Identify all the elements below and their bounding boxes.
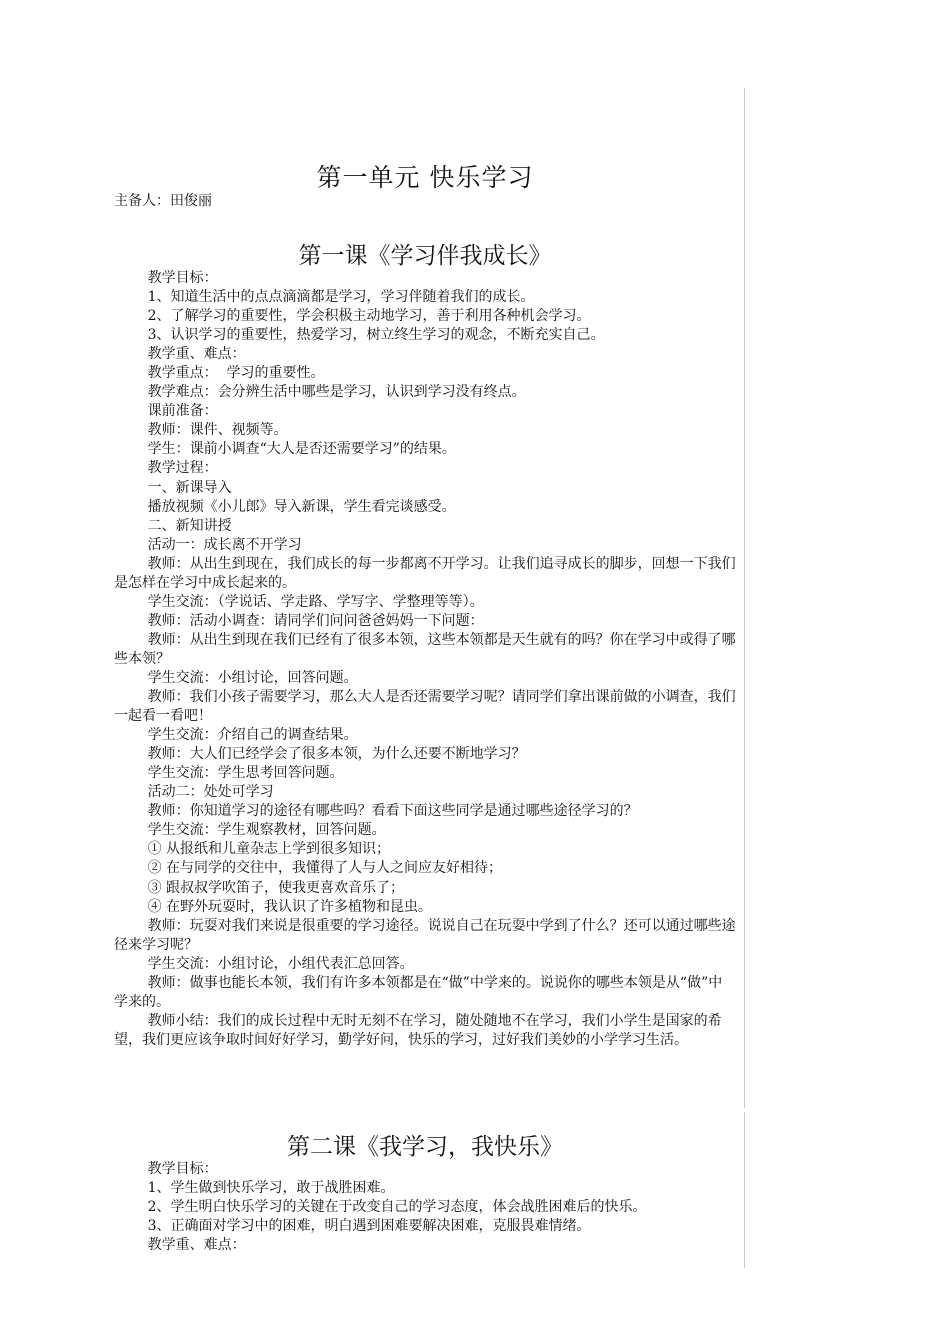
paragraph: 2、学生明白快乐学习的关键在于改变自己的学习态度，体会战胜困难后的快乐。 <box>147 1199 647 1216</box>
paragraph: 学生交流：小组讨论，小组代表汇总回答。 <box>147 955 414 972</box>
paragraph: 教学重、难点： <box>147 1237 246 1254</box>
paragraph: 1、学生做到快乐学习，敢于战胜困难。 <box>147 1180 395 1197</box>
paragraph: 1、知道生活中的点点滴滴都是学习，学习伴随着我们的成长。 <box>147 289 535 306</box>
paragraph: 教学重、难点： <box>147 346 246 363</box>
paragraph: 教师：你知道学习的途径有哪些吗？看看下面这些同学是通过哪些途径学习的？ <box>147 803 638 820</box>
paragraph: 2、了解学习的重要性，学会积极主动地学习，善于利用各种机会学习。 <box>147 308 591 325</box>
paragraph: 教师：玩耍对我们来说是很重要的学习途径。说说自己在玩耍中学到了什么？还可以通过哪些途径来学习呢？ <box>114 917 736 953</box>
paragraph: 教学重点： 学习的重要性。 <box>147 365 325 382</box>
paragraph: 学生交流：学生观察教材，回答问题。 <box>147 822 386 839</box>
paragraph: 学生交流：小组讨论，回答问题。 <box>147 669 358 686</box>
author-line: 主备人：田俊丽 <box>114 193 212 209</box>
paragraph: 教学难点：会分辨生活中哪些是学习，认识到学习没有终点。 <box>147 384 526 401</box>
paragraph: 教师：课件、视频等。 <box>147 422 288 439</box>
paragraph: 教师：我们小孩子需要学习，那么大人是否还需要学习呢？请同学们拿出课前做的小调查，我们一起看一看吧！ <box>114 689 736 725</box>
paragraph: 3、正确面对学习中的困难，明白遇到困难要解决困难，克服畏难情绪。 <box>147 1218 591 1235</box>
paragraph: 教师：从出生到现在我们已经有了很多本领，这些本领都是天生就有的吗？你在学习中或得了哪些本领？ <box>114 631 736 667</box>
paragraph: 活动一：成长离不开学习 <box>147 536 302 553</box>
paragraph: 学生交流：（学说话、学走路、学写字、学整理等等）。 <box>147 593 484 610</box>
paragraph: 教学过程： <box>147 460 218 477</box>
paragraph: ① 从报纸和儿童杂志上学到很多知识； <box>147 841 391 858</box>
paragraph: 学生交流：学生思考回答问题。 <box>147 765 344 782</box>
paragraph: 教师：从出生到现在，我们成长的每一步都离不开学习。让我们追寻成长的脚步，回想一下我们是怎样在学习中成长起来的。 <box>114 555 736 591</box>
paragraph: 3、认识学习的重要性，热爱学习，树立终生学习的观念，不断充实自己。 <box>147 327 605 344</box>
lesson-2-title: 第二课《我学习，我快乐》 <box>287 1134 563 1160</box>
paragraph: 学生交流：介绍自己的调查结果。 <box>147 727 358 744</box>
lesson-2-body <box>114 1160 736 1255</box>
paragraph: 播放视频《小儿郎》导入新课，学生看完谈感受。 <box>147 498 456 515</box>
paragraph: 学生：课前小调查“大人是否还需要学习”的结果。 <box>147 441 456 458</box>
lesson-1-body <box>114 269 736 1050</box>
paragraph: 教学目标： <box>147 1161 218 1177</box>
paragraph: ③ 跟叔叔学吹笛子，使我更喜欢音乐了； <box>147 879 405 896</box>
paragraph: 教学目标： <box>147 270 218 286</box>
paragraph: 二、新知讲授 <box>147 517 232 534</box>
paragraph: ② 在与同学的交往中，我懂得了人与人之间应友好相待； <box>147 860 503 877</box>
paragraph: 活动二：处处可学习 <box>147 784 274 801</box>
lesson-1-title: 第一课《学习伴我成长》 <box>298 243 552 269</box>
paragraph: 一、新课导入 <box>147 479 232 496</box>
paragraph: 教师：活动小调查：请同学们问问爸爸妈妈一下问题： <box>147 612 484 629</box>
paragraph: 教师：大人们已经学会了很多本领，为什么还要不断地学习？ <box>147 746 526 763</box>
unit-title: 第一单元 快乐学习 <box>316 163 534 192</box>
paragraph: 课前准备： <box>147 403 218 420</box>
paragraph: 教师：做事也能长本领，我们有许多本领都是在“做”中学来的。说说你的哪些本领是从“做”中学来的。 <box>114 974 723 1010</box>
paragraph: ④ 在野外玩耍时，我认识了许多植物和昆虫。 <box>147 898 433 915</box>
paragraph: 教师小结：我们的成长过程中无时无刻不在学习，随处随地不在学习，我们小学生是国家的希望，我们更应该争取时间好好学习，勤学好问，快乐的学习，过好我们美妙的小学学习生活。 <box>114 1012 722 1048</box>
